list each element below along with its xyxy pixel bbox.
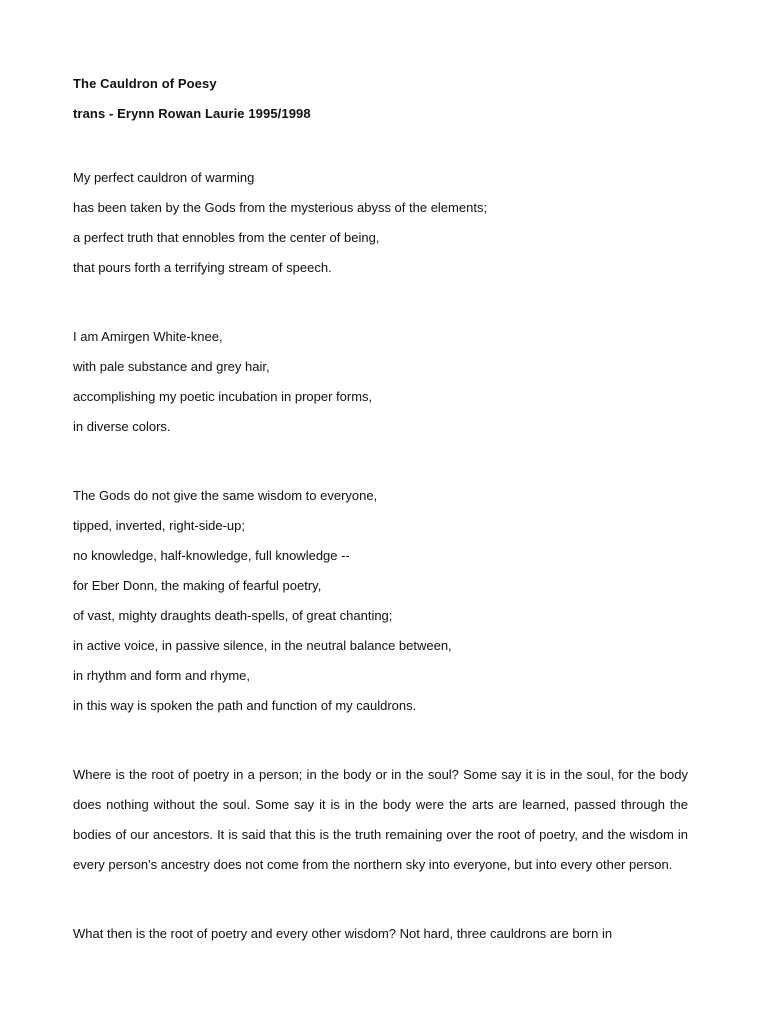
stanza-line: has been taken by the Gods from the mysterious abyss of the elements; xyxy=(73,200,488,215)
document-title: The Cauldron of Poesy xyxy=(73,76,217,91)
document-page xyxy=(73,74,688,949)
stanza-line: no knowledge, half-knowledge, full knowledge -- xyxy=(73,548,350,563)
stanza-line: in diverse colors. xyxy=(73,419,171,434)
stanza-line: The Gods do not give the same wisdom to everyone, xyxy=(73,488,378,503)
stanza-3 xyxy=(73,481,688,721)
stanza-line: My perfect cauldron of warming xyxy=(73,170,255,185)
document-subtitle: trans - Erynn Rowan Laurie 1995/1998 xyxy=(73,106,311,121)
stanza-2 xyxy=(73,322,688,442)
stanza-line: with pale substance and grey hair, xyxy=(73,359,270,374)
stanza-line: in this way is spoken the path and function of my cauldrons. xyxy=(73,698,417,713)
stanza-line: accomplishing my poetic incubation in proper forms, xyxy=(73,389,373,404)
stanza-line: in rhythm and form and rhyme, xyxy=(73,668,251,683)
stanza-1 xyxy=(73,163,688,283)
stanza-line: in active voice, in passive silence, in the neutral balance between, xyxy=(73,638,452,653)
stanza-line: for Eber Donn, the making of fearful poetry, xyxy=(73,578,322,593)
stanza-line: a perfect truth that ennobles from the center of being, xyxy=(73,230,380,245)
prose-paragraph-1: Where is the root of poetry in a person; in the body or in the soul? Some say it is in the soul, for the body does nothing without the soul. Some say it is in the body were the arts are learned, passed through the bodies of our ancestors. It is said that this is the truth remaining over the root of poetry, and the wisdom in every person's ancestry does not come from the northern sky into everyone, but into every other person. xyxy=(73,767,688,872)
stanza-line: that pours forth a terrifying stream of speech. xyxy=(73,260,332,275)
prose-paragraph-2: What then is the root of poetry and every other wisdom? Not hard, three cauldrons are born in xyxy=(73,926,613,941)
stanza-line: tipped, inverted, right-side-up; xyxy=(73,518,245,533)
stanza-line: I am Amirgen White-knee, xyxy=(73,329,223,344)
stanza-line: of vast, mighty draughts death-spells, of great chanting; xyxy=(73,608,393,623)
